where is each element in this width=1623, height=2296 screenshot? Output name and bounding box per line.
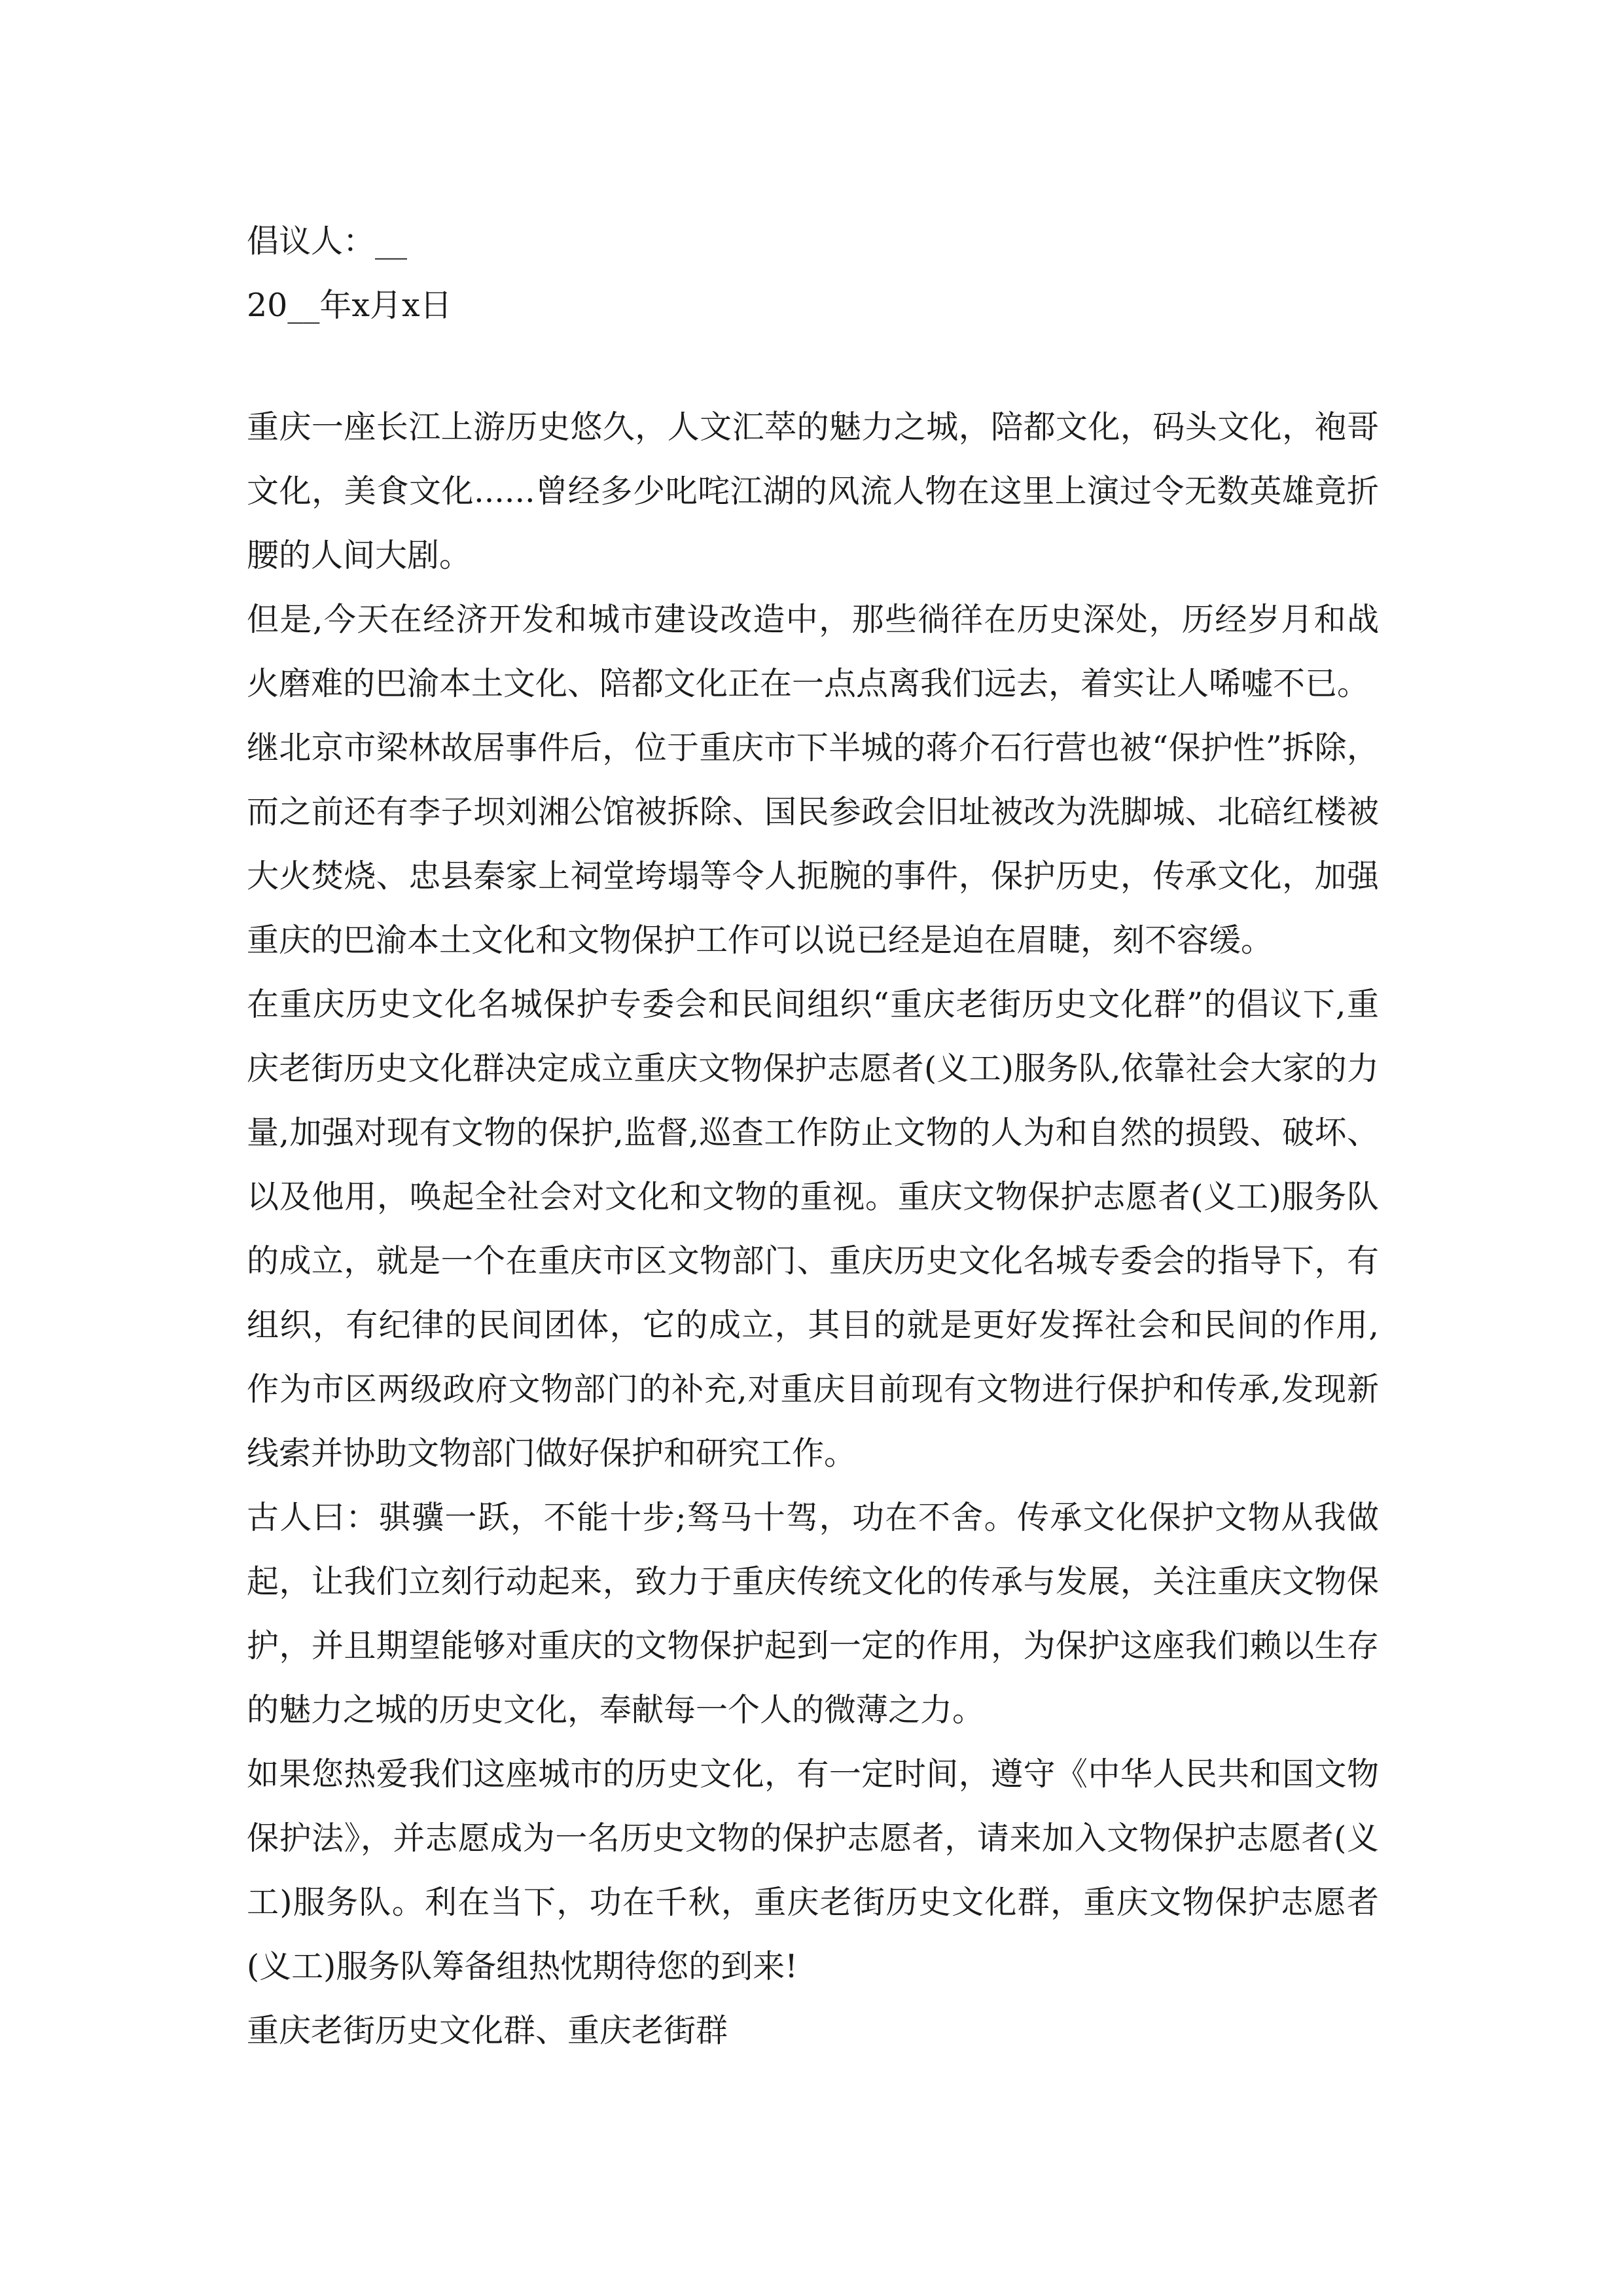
initiator-line: 倡议人：__: [247, 223, 408, 260]
paragraph-events: 继北京市梁林故居事件后，位于重庆市下半城的蒋介石行营也被“保护性”拆除，而之前还有李子坝刘湘公馆被拆除、国民参政会旧址被改为洗脚城、北碚红楼被大火焚烧、忠县秦家上祠堂垮塌等令人扼腕的事件，保护历史，传承文化，加强重庆的巴渝本土文化和文物保护工作可以说已经是迫在眉睫，刻不容缓。: [247, 729, 1379, 959]
paragraph-ancient-saying: 古人曰：骐骥一跃，不能十步;驽马十驾，功在不舍。传承文化保护文物从我做起，让我们立刻行动起来，致力于重庆传统文化的传承与发展，关注重庆文物保护，并且期望能够对重庆的文物保护起到一定的作用，为保护这座我们赖以生存的魅力之城的历史文化，奉献每一个人的微薄之力。: [247, 1499, 1379, 1729]
document-body: [247, 209, 1379, 2063]
date-line: 20__年x月x日: [247, 287, 452, 324]
paragraph-service-team: 在重庆历史文化名城保护专委会和民间组织“重庆老街历史文化群”的倡议下,重庆老街历史文化群决定成立重庆文物保护志愿者(义工)服务队,依靠社会大家的力量,加强对现有文物的保护,监督,巡查工作防止文物的人为和自然的损毁、破坏、以及他用，唤起全社会对文化和文物的重视。重庆文物保护志愿者(义工)服务队的成立，就是一个在重庆市区文物部门、重庆历史文化名城专委会的指导下，有组织，有纪律的民间团体，它的成立，其目的就是更好发挥社会和民间的作用,作为市区两级政府文物部门的补充,对重庆目前现有文物进行保护和传承,发现新线索并协助文物部门做好保护和研究工作。: [247, 986, 1379, 1472]
paragraph-signature: 重庆老街历史文化群、重庆老街群: [247, 2012, 728, 2049]
paragraph-invitation: 如果您热爱我们这座城市的历史文化，有一定时间，遵守《中华人民共和国文物保护法》，并志愿成为一名历史文物的保护志愿者，请来加入文物保护志愿者(义工)服务队。利在当下，功在千秋，重庆老街历史文化群，重庆文物保护志愿者(义工)服务队筹备组热忱期待您的到来!: [247, 1755, 1379, 1985]
paragraph-however: 但是,今天在经济开发和城市建设改造中，那些徜徉在历史深处，历经岁月和战火磨难的巴渝本土文化、陪都文化正在一点点离我们远去，着实让人唏嘘不已。: [247, 601, 1379, 702]
paragraph-intro: 重庆一座长江上游历史悠久，人文汇萃的魅力之城，陪都文化，码头文化，袍哥文化，美食文化......曾经多少叱咤江湖的风流人物在这里上演过令无数英雄竟折腰的人间大剧。: [247, 408, 1379, 574]
header-block: [247, 209, 1379, 338]
